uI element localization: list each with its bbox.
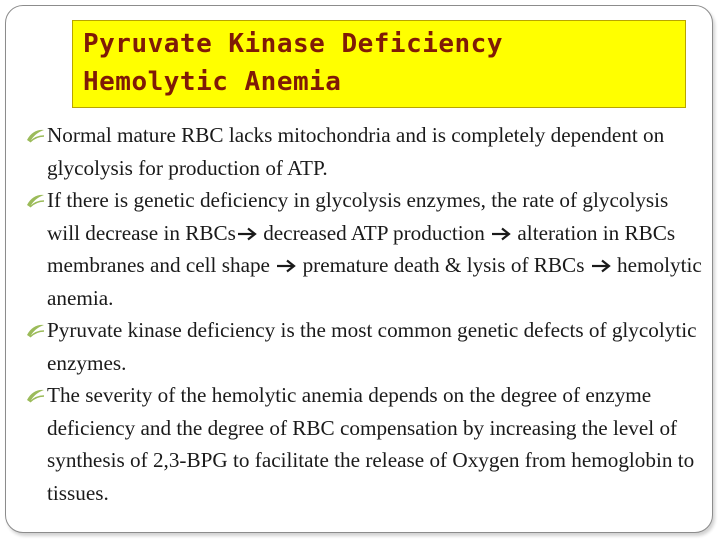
right-arrow-icon <box>236 227 258 241</box>
bullet-text: Pyruvate kinase deficiency is the most common genetic defects of glycolytic enzymes. <box>47 318 697 375</box>
bullet-item <box>26 314 702 379</box>
swoosh-bullet-icon <box>26 388 45 404</box>
bullet-text-part: hemolytic anemia. <box>47 253 702 310</box>
bullet-item <box>26 119 702 184</box>
swoosh-bullet-icon <box>26 323 45 339</box>
right-arrow-icon <box>275 259 297 273</box>
bullet-text-part: alteration in RBCs membranes and cell shape <box>47 220 676 277</box>
right-arrow-icon <box>590 259 612 273</box>
slide-title-line-1: Pyruvate Kinase Deficiency <box>83 29 503 59</box>
bullet-text: Normal mature RBC lacks mitochondria and is completely dependent on glycolysis for production of ATP. <box>47 123 665 180</box>
right-arrow-icon <box>490 227 512 241</box>
bullet-text-part: If there is genetic deficiency in glycolysis enzymes, the rate of glycolysis will decrease in RBCs <box>47 188 669 245</box>
bullet-text: The severity of the hemolytic anemia depends on the degree of enzyme deficiency and the degree of RBC compensation by increasing the level of synthesis of 2,3-BPG to facilitate the release of Oxygen from hemoglobin to tissues. <box>47 383 695 505</box>
bullet-list <box>26 119 702 509</box>
bullet-text-part: decreased ATP production <box>257 220 491 245</box>
bullet-item <box>26 379 702 509</box>
bullet-text-part: premature death & lysis of RBCs <box>297 253 590 277</box>
slide-title-box <box>72 20 686 108</box>
bullet-item <box>26 184 702 314</box>
swoosh-bullet-icon <box>26 193 45 209</box>
slide-title-line-2: Hemolytic Anemia <box>83 67 342 97</box>
swoosh-bullet-icon <box>26 128 45 144</box>
